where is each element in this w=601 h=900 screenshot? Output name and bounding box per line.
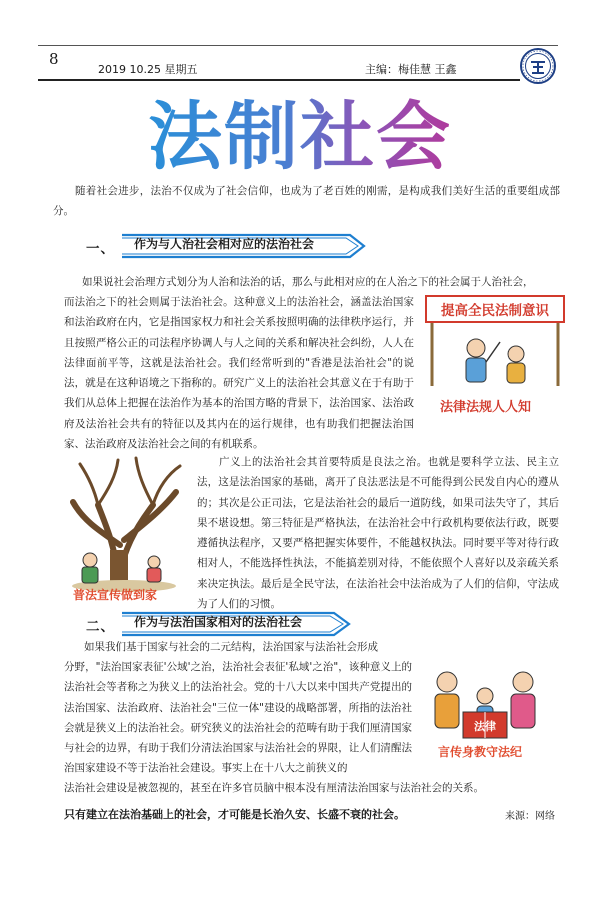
intro-paragraph: 随着社会进步，法治不仅成为了社会信仰，也成为了老百姓的刚需，是构成我们美好生活的重要组成部分。 [53,185,560,218]
section-1-paragraph-1-first-line: 如果说社会治理方式划分为人治和法治的话，那么与此相对应的在人治之下的社会属于人治社会， [82,276,534,288]
sign-text: 提高全民法制意识 [441,303,549,319]
masthead-title [0,92,601,178]
page-number: 8 [49,50,59,68]
section-2-heading [86,613,356,635]
school-emblem-icon [520,48,556,84]
tree-reading-illustration [58,450,190,598]
book-text: 法律 [474,720,496,733]
section-2-paragraph-last-line: 法治社会建设是被忽视的，甚至在许多官员脑中根本没有厘清法治国家与法治社会的关系。 [64,782,484,794]
masthead-title-text: 法制社会 [148,94,452,178]
section-1-number: 一、 [86,241,115,257]
source-credit: 来源：网络 [505,811,555,822]
editor-credit: 主编：梅佳慧 王鑫 [365,63,457,76]
section-1-paragraph-1: 而法治之下的社会则属于法治社会。这种意义上的法治社会，涵盖法治国家和法治政府在内，它是指国家权力和社会关系按照明确的法律秩序运行，并且按照严格公正的司法程序协调人与人之间的关系和解决社会纠纷，人人在法律面前平等，这就是法治社会。我们经常听到的"香港是法治社会"的说法，就是在这种语境之下指称的。研究广义上的法治社会其意义在于有助于我们从总体上把握在法治作为基本的治国方略的背景下，法治国家、法治政府及法治社会共有的特征以及其内在的运行规律，也有助我们把握法治国家、法治政府及法治社会之间的有机联系。 [64,296,414,451]
caption-law-known: 法律法规人人知 [440,400,532,415]
caption-law-promotion: 普法宣传做到家 [73,588,158,602]
issue-date: 2019 10.25 星期五 [98,63,198,76]
header-rule [38,79,520,81]
caption-lead-by-example: 言传身教守法纪 [438,745,523,759]
closing-statement: 只有建立在法治基础上的社会，才可能是长治久安、长盛不衰的社会。 [64,808,405,821]
section-1-heading [86,235,366,257]
section-1-title: 作为与人治社会相对应的法治社会 [134,237,315,251]
section-2-paragraph: 分野，"法治国家表征'公域'之治，法治社会表征'私域'之治"，该种意义上的法治社会等者称之为狭义上的法治社会。党的十八大以来中国共产党提出的法治国家、法治政府、法治社会"三位一体"建设的战略部署，所指的法治社会就是狭义上的法治社会。研究狭义的法治社会的范畴有助于我们厘清国家与社会的边界，有助于我们分清法治国家与法治社会的界限，让人们清醒法治国家建设不等于法治社会建设。事实上在十八大之前狭义的 [64,661,412,775]
section-2-paragraph-first-line: 如果我们基于国家与社会的二元结构，法治国家与法治社会形成 [84,641,378,653]
section-2-title: 作为与法治国家相对的法治社会 [134,615,303,629]
header-top-rule [38,45,558,46]
section-1-paragraph-2: 广义上的法治社会其首要特质是良法之治。也就是要科学立法、民主立法，这是法治国家的基础，离开了良法恶法是不可能得到公民发自内心的遵从的；其次是公正司法，它是法治社会的最后一道防线，如果司法失守了，其后果不堪设想。第三特征是严格执法，在法治社会中行政机构要依法行政，既要遵循执法程序，又要严格把握实体要件，不能越权执法。同时要平等对待行政相对人，不能选择性执法，不能搞差别对待，不能依照个人喜好以及亲疏关系来决定执法。最后是全民守法，在法治社会中法治成为了人们的信仰，守法成为了人们的习惯。 [197,456,559,611]
section-2-number: 二、 [86,619,115,635]
